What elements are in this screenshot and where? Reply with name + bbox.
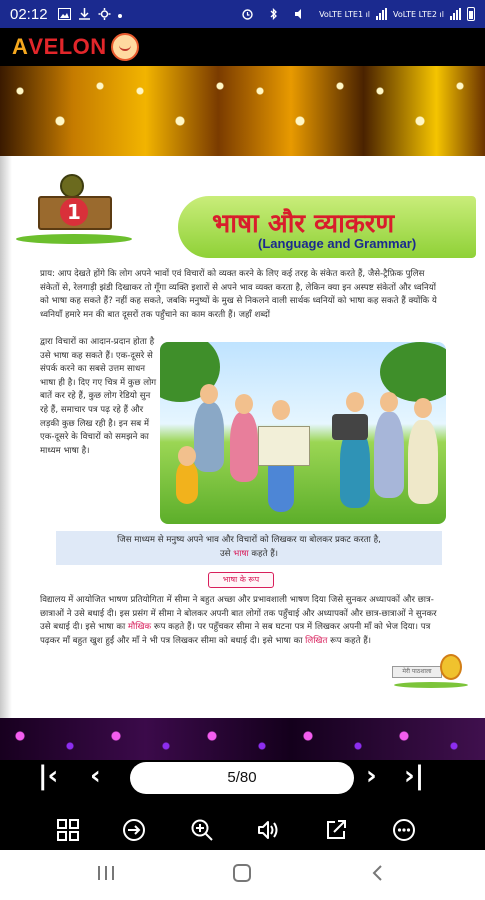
- dot-icon: [118, 14, 122, 18]
- people-talking-illustration: [160, 342, 446, 524]
- sticker-grass: [394, 682, 468, 688]
- side-paragraph: द्वारा विचारों का आदान-प्रदान होता है उसे भाषा कह सकते हैं। एक-दूसरे से संपर्क करने का सबसे उत्तम साधन भाषा ही है। दिए गए चित्र में कुछ लोग बातें कर रहे हैं, कुछ लोग रेडियो सुन रहे हैं, समाचार पत्र पढ़ रहे हैं और लड़की कुछ लिख रही है। इन सब में एक-दूसरे के विचारों को समझने का माध्यम भाषा है।: [40, 337, 157, 456]
- definition-line-2b: कहते हैं।: [251, 549, 279, 559]
- bottom-accent-2: लिखित: [305, 635, 328, 646]
- definition-line-1: जिस माध्यम से मनुष्य अपने भाव और विचारों को लिखकर या बोलकर प्रकट करता है,: [117, 535, 381, 545]
- logo-text-velon: VELON: [28, 34, 107, 59]
- bottom-accent-1: मौखिक: [127, 622, 152, 633]
- old-man: [408, 420, 438, 504]
- battery-icon: [467, 7, 475, 21]
- bottom-text-3: रूप कहते हैं।: [330, 635, 372, 646]
- settings-notification-icon: [98, 8, 111, 20]
- grid-icon[interactable]: [56, 818, 80, 842]
- image-notification-icon: [58, 8, 71, 20]
- old-man-head: [414, 398, 432, 418]
- radio: [332, 414, 368, 440]
- recent-apps-icon[interactable]: [96, 864, 116, 885]
- page-indicator[interactable]: 5/80: [130, 762, 354, 794]
- zoom-in-icon[interactable]: [190, 818, 214, 842]
- definition-text: [56, 533, 442, 561]
- mute-icon: [293, 8, 306, 20]
- owl-icon: [60, 174, 84, 198]
- girl-child-head: [178, 446, 196, 466]
- bug-mascot-icon: [440, 654, 462, 680]
- man-radio-head: [346, 392, 364, 412]
- network-sim2: VoLTE LTE2 ıl: [393, 9, 444, 19]
- share-icon[interactable]: [324, 818, 348, 842]
- alarm-icon: [241, 8, 254, 20]
- back-icon[interactable]: [370, 864, 384, 885]
- man-left-head: [200, 384, 218, 404]
- speaker-icon[interactable]: [256, 818, 280, 842]
- intro-paragraph: प्राय: आप देखते होंगे कि लोग अपने भावों एवं विचारों को व्यक्त करने के लिए कई तरह के संकेत करते हैं, जैसे-ट्रैफ़िक पुलिस संकेतों से, रेलगाड़ी झंडी दिखाकर तो गूँगा व्यक्ति इशारों से अपने भाव व्यक्त करता है, लेकिन क्या इन अस्पष्ट संकेतों और ध्वनियों को भाषा कह सकते हैं? नहीं कह सकते, जबकि मनुष्यों के मुख से निकलने वाली सार्थक ध्वनियों को भाषा कह सकते हैं क्योंकि ये ध्वनियाँ हमारे मन की बात दूसरों तक पहुँचाने का काम करती हैं। जहाँ शब्दों: [40, 269, 437, 320]
- newspaper: [258, 426, 310, 466]
- app-logo: [12, 31, 139, 63]
- bluetooth-icon: [267, 8, 280, 20]
- bottom-paragraph: [40, 594, 444, 648]
- page-header-banner: [0, 66, 485, 156]
- girl-child: [176, 462, 198, 504]
- network-sim1: VoLTE LTE1 ıl: [319, 9, 371, 19]
- signal-sim2-icon: [450, 8, 461, 20]
- status-time: 02:12: [10, 5, 48, 23]
- bottom-toolbar: [0, 805, 485, 855]
- book-page-viewer[interactable]: [0, 66, 485, 718]
- bottom-text-2: रूप कहते हैं। पर पहुँचकर सीमा ने सब घटना पत्र में लिखकर अपनी माँ को भेज दिया। पत्र पढ़कर माँ बहुत खुश हुईं और माँ ने भी पत्र लिखकर सीमा को बधाई दी। इसे भाषा का: [40, 622, 431, 646]
- logo-mascot-icon: [111, 33, 139, 61]
- more-icon[interactable]: [392, 818, 416, 842]
- last-page-button[interactable]: ›|: [404, 761, 425, 791]
- section-heading: भाषा के रूप: [208, 572, 274, 588]
- man-left: [194, 402, 224, 472]
- bottom-text-1: विद्यालय में आयोजित भाषण प्रतियोगिता में सीमा ने बहुत अच्छा और प्रभावशाली भाषण दिया जिसे सुनकर अध्यापकों और छात्र-छात्राओं ने उसे बधाई दी। इस प्रसंग में सीमा ने बोलकर अपनी बात लोगों तक पहुँचाई और अध्यापकों और छात्र-छात्राओं ने सुनकर उसे बधाई दी। इसे भाषा का: [40, 595, 437, 633]
- woman-right-head: [380, 392, 398, 412]
- woman-left: [230, 412, 258, 482]
- chapter-badge: [30, 174, 118, 246]
- next-page-button[interactable]: ›: [366, 761, 377, 791]
- app-header: [0, 28, 485, 66]
- download-notification-icon: [78, 8, 91, 20]
- signal-sim1-icon: [376, 8, 387, 20]
- grass-decoration: [16, 234, 132, 244]
- definition-line-2a: उसे: [219, 549, 231, 559]
- home-icon[interactable]: [232, 864, 252, 885]
- sticker-label: मेरी पाठशाला: [392, 666, 442, 678]
- chapter-title-hindi: भाषा और व्याकरण: [212, 209, 395, 239]
- chapter-title-english: (Language and Grammar): [258, 236, 417, 251]
- page-spine-shadow: [0, 156, 12, 718]
- first-page-button[interactable]: |‹: [38, 761, 59, 791]
- goto-page-icon[interactable]: [122, 818, 146, 842]
- logo-letter-a: A: [12, 34, 29, 59]
- woman-left-head: [235, 394, 253, 414]
- previous-page-button[interactable]: ‹: [90, 761, 101, 791]
- page-navigation-bar: [0, 745, 485, 805]
- system-navigation-bar: [0, 850, 485, 900]
- status-bar: [0, 0, 485, 28]
- woman-right: [374, 412, 404, 498]
- activity-sticker: [392, 648, 470, 688]
- boy-reading-head: [272, 400, 290, 420]
- definition-accent: भाषा: [233, 549, 249, 559]
- man-radio: [340, 428, 370, 508]
- chapter-number: 1: [60, 198, 88, 226]
